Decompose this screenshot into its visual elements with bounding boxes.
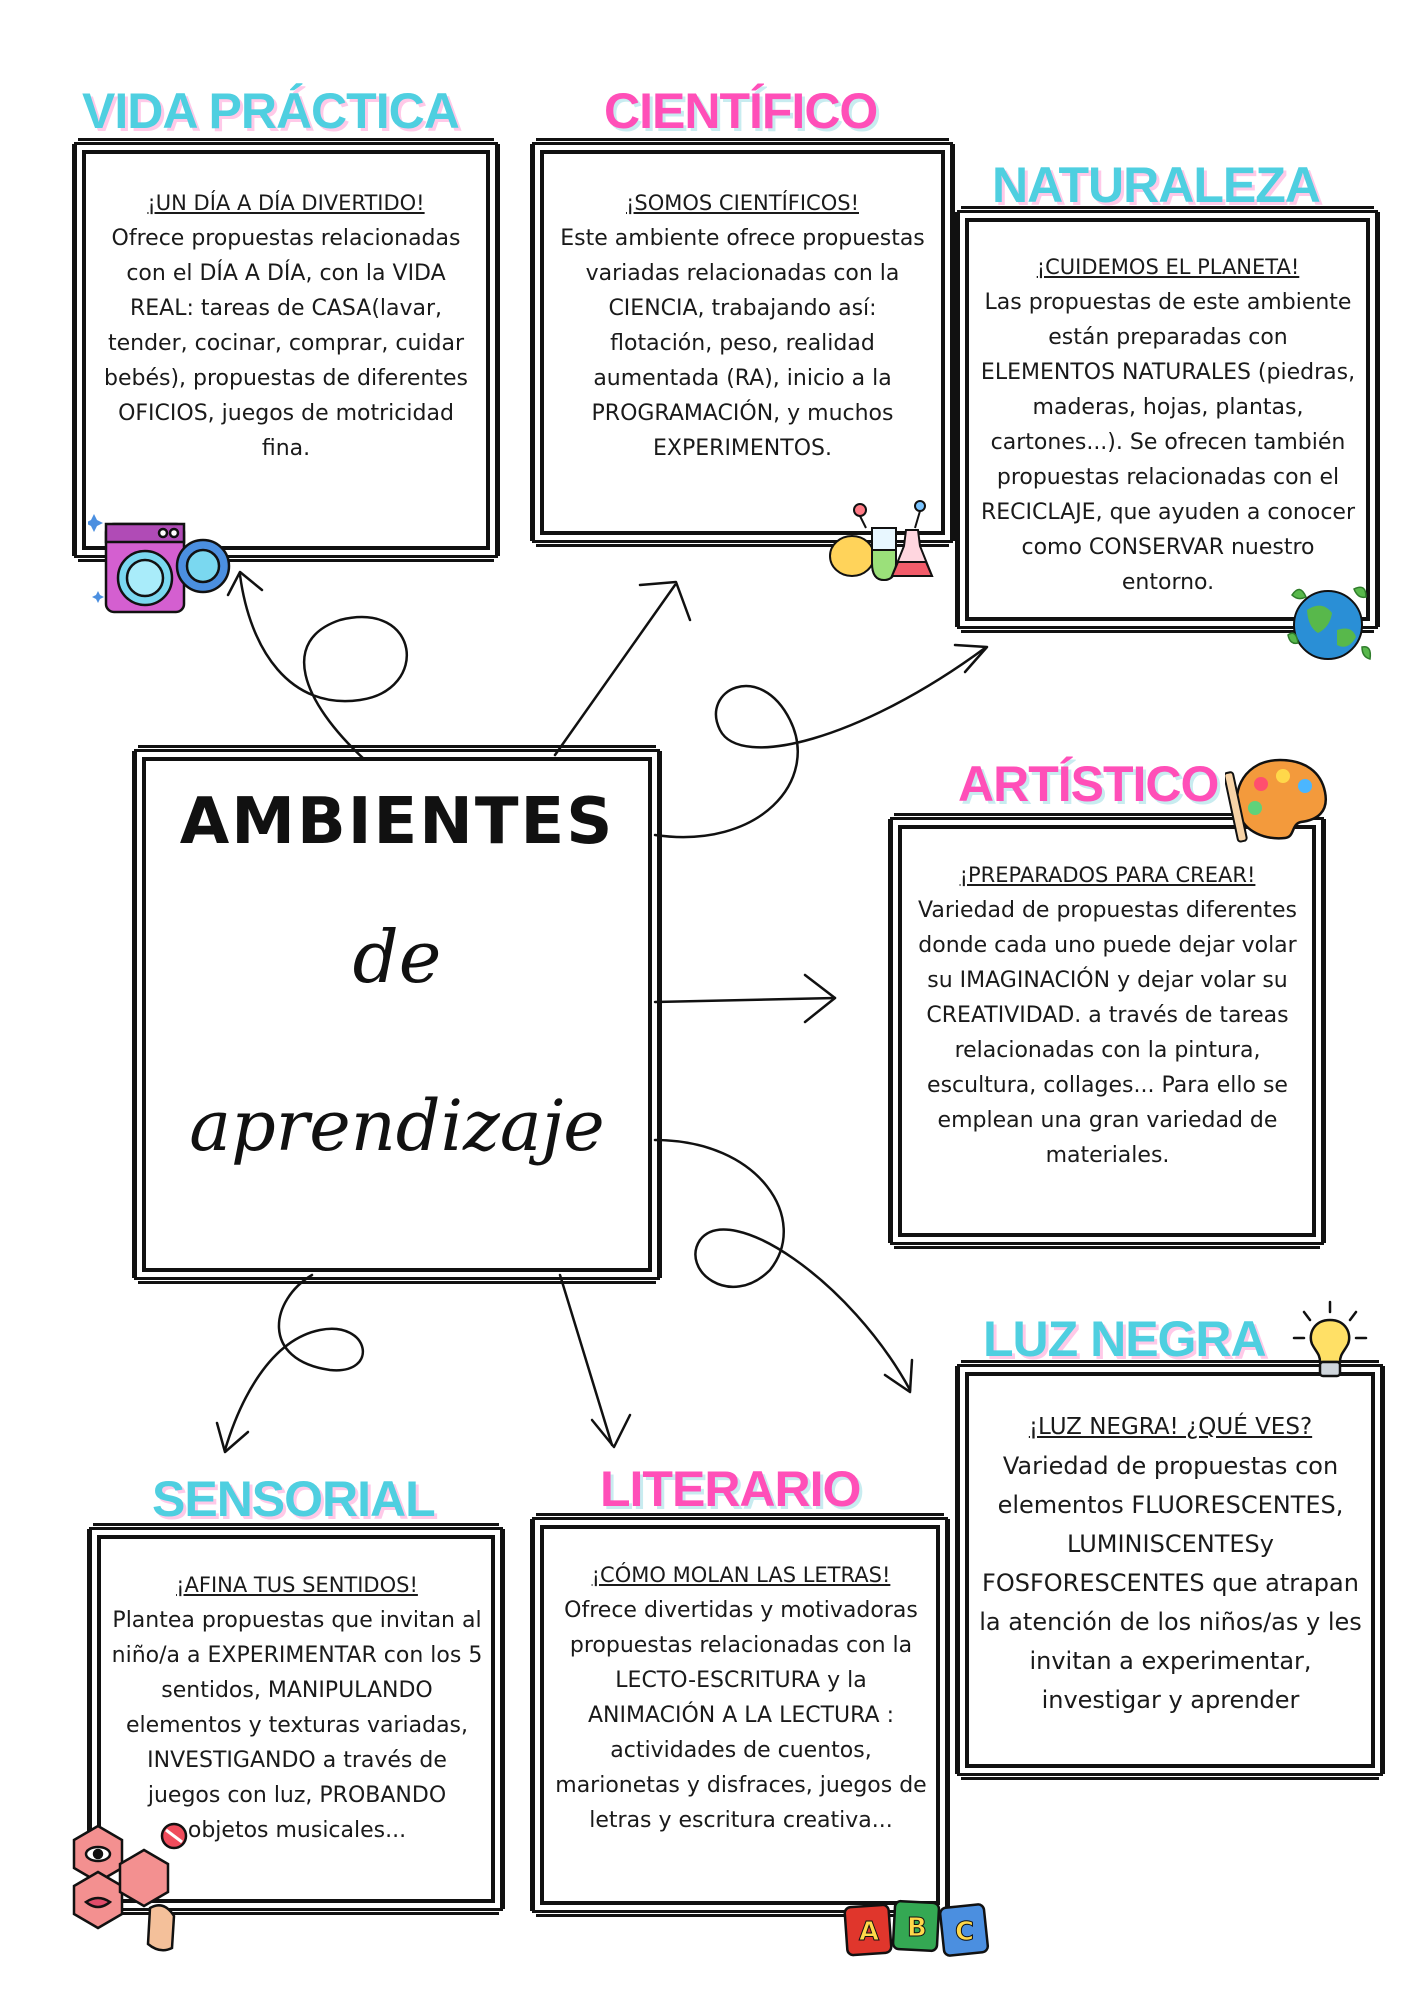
arrow-literario — [560, 1275, 612, 1445]
center-title-line2: de — [352, 915, 442, 999]
sensorial-text: Plantea propuestas que invitan al niño/a a EXPERIMENTAR con los 5 sentidos, MANIPULANDO elementos y texturas variadas, INVESTIGANDO a través de juegos con luz, PROBANDO objetos musicales... — [111, 1608, 483, 1843]
arrow-naturaleza — [655, 648, 985, 837]
vida-practica-box — [96, 186, 476, 466]
vida-practica-title: VIDA PRÁCTICA — [82, 83, 459, 139]
earth-icon — [1282, 575, 1374, 667]
literario-title: LITERARIO — [600, 1461, 861, 1517]
naturaleza-box — [978, 250, 1358, 600]
naturaleza-heading: ¡CUIDEMOS EL PLANETA! — [1036, 255, 1300, 279]
luz-negra-text: Variedad de propuestas con elementos FLUORESCENTES, LUMINISCENTESy FOSFORESCENTES que atrapan la atención de los niños/as y les invitan a experimentar, investigar y aprender — [979, 1452, 1362, 1714]
block-b-letter: B — [907, 1913, 927, 1943]
cientifico-box — [555, 186, 930, 466]
lab-flask-icon — [820, 488, 940, 593]
sensorial-title: SENSORIAL — [152, 1471, 435, 1527]
artistico-heading: ¡PREPARADOS PARA CREAR! — [959, 863, 1256, 887]
senses-icon — [64, 1820, 204, 1960]
arrow-literario-head — [592, 1415, 630, 1447]
arrow-artistico — [655, 998, 835, 1002]
center-title-line3: aprendizaje — [189, 1085, 605, 1167]
arrow-cientifico — [555, 585, 675, 755]
sensorial-heading: ¡AFINA TUS SENTIDOS! — [176, 1573, 418, 1597]
arrow-luz — [655, 1140, 910, 1390]
vida-practica-text: Ofrece propuestas relacionadas con el DÍA A DÍA, con la VIDA REAL: tareas de CASA(lavar, tender, cocinar, comprar, cuidar bebés), propuestas de diferentes OFICIOS, juegos de motricidad fina. — [104, 226, 468, 461]
literario-box — [552, 1558, 930, 1838]
vida-practica-heading: ¡UN DÍA A DÍA DIVERTIDO! — [147, 191, 425, 215]
sensorial-box — [108, 1568, 486, 1848]
naturaleza-text: Las propuestas de este ambiente están preparadas con ELEMENTOS NATURALES (piedras, maderas, hojas, plantas, cartones...). Se ofrecen también propuestas relacionadas con el RECICLAJE, que ayuden a conocer como CONSERVAR nuestro entorno. — [980, 290, 1356, 595]
light-bulb-icon — [1290, 1296, 1370, 1388]
cientifico-text: Este ambiente ofrece propuestas variadas relacionadas con la CIENCIA, trabajando así: flotación, peso, realidad aumentada (RA), inicio a la PROGRAMACIÓN, y muchos EXPERIMENTOS. — [560, 226, 925, 461]
cientifico-heading: ¡SOMOS CIENTÍFICOS! — [626, 191, 859, 215]
paint-palette-icon — [1225, 752, 1335, 852]
artistico-title: ARTÍSTICO — [958, 756, 1219, 812]
washing-machine-icon — [88, 506, 238, 626]
abc-blocks-icon — [838, 1888, 998, 1968]
naturaleza-title: NATURALEZA — [992, 157, 1320, 213]
literario-heading: ¡CÓMO MOLAN LAS LETRAS! — [591, 1563, 891, 1587]
literario-text: Ofrece divertidas y motivadoras propuestas relacionadas con la LECTO-ESCRITURA y la ANIMACIÓN A LA LECTURA : actividades de cuentos, marionetas y disfraces, juegos de letras y escritura creativa... — [555, 1598, 927, 1833]
arrow-vida — [240, 575, 407, 760]
cientifico-title: CIENTÍFICO — [604, 83, 878, 139]
luz-negra-box — [978, 1408, 1363, 1720]
block-a-letter: A — [859, 1917, 880, 1947]
center-title-line1: AMBIENTES — [179, 785, 615, 859]
arrow-sensorial — [225, 1275, 363, 1450]
artistico-text: Variedad de propuestas diferentes donde cada uno puede dejar volar su IMAGINACIÓN y dejar volar su CREATIVIDAD. a través de tareas relacionadas con la pintura, escultura, collages... Para ello se emplean una gran variedad de materiales. — [918, 898, 1297, 1168]
luz-negra-heading: ¡LUZ NEGRA! ¿QUÉ VES? — [1028, 1414, 1313, 1440]
artistico-box — [910, 858, 1305, 1173]
block-c-letter: C — [955, 1917, 975, 1947]
luz-negra-title: LUZ NEGRA — [983, 1311, 1266, 1367]
